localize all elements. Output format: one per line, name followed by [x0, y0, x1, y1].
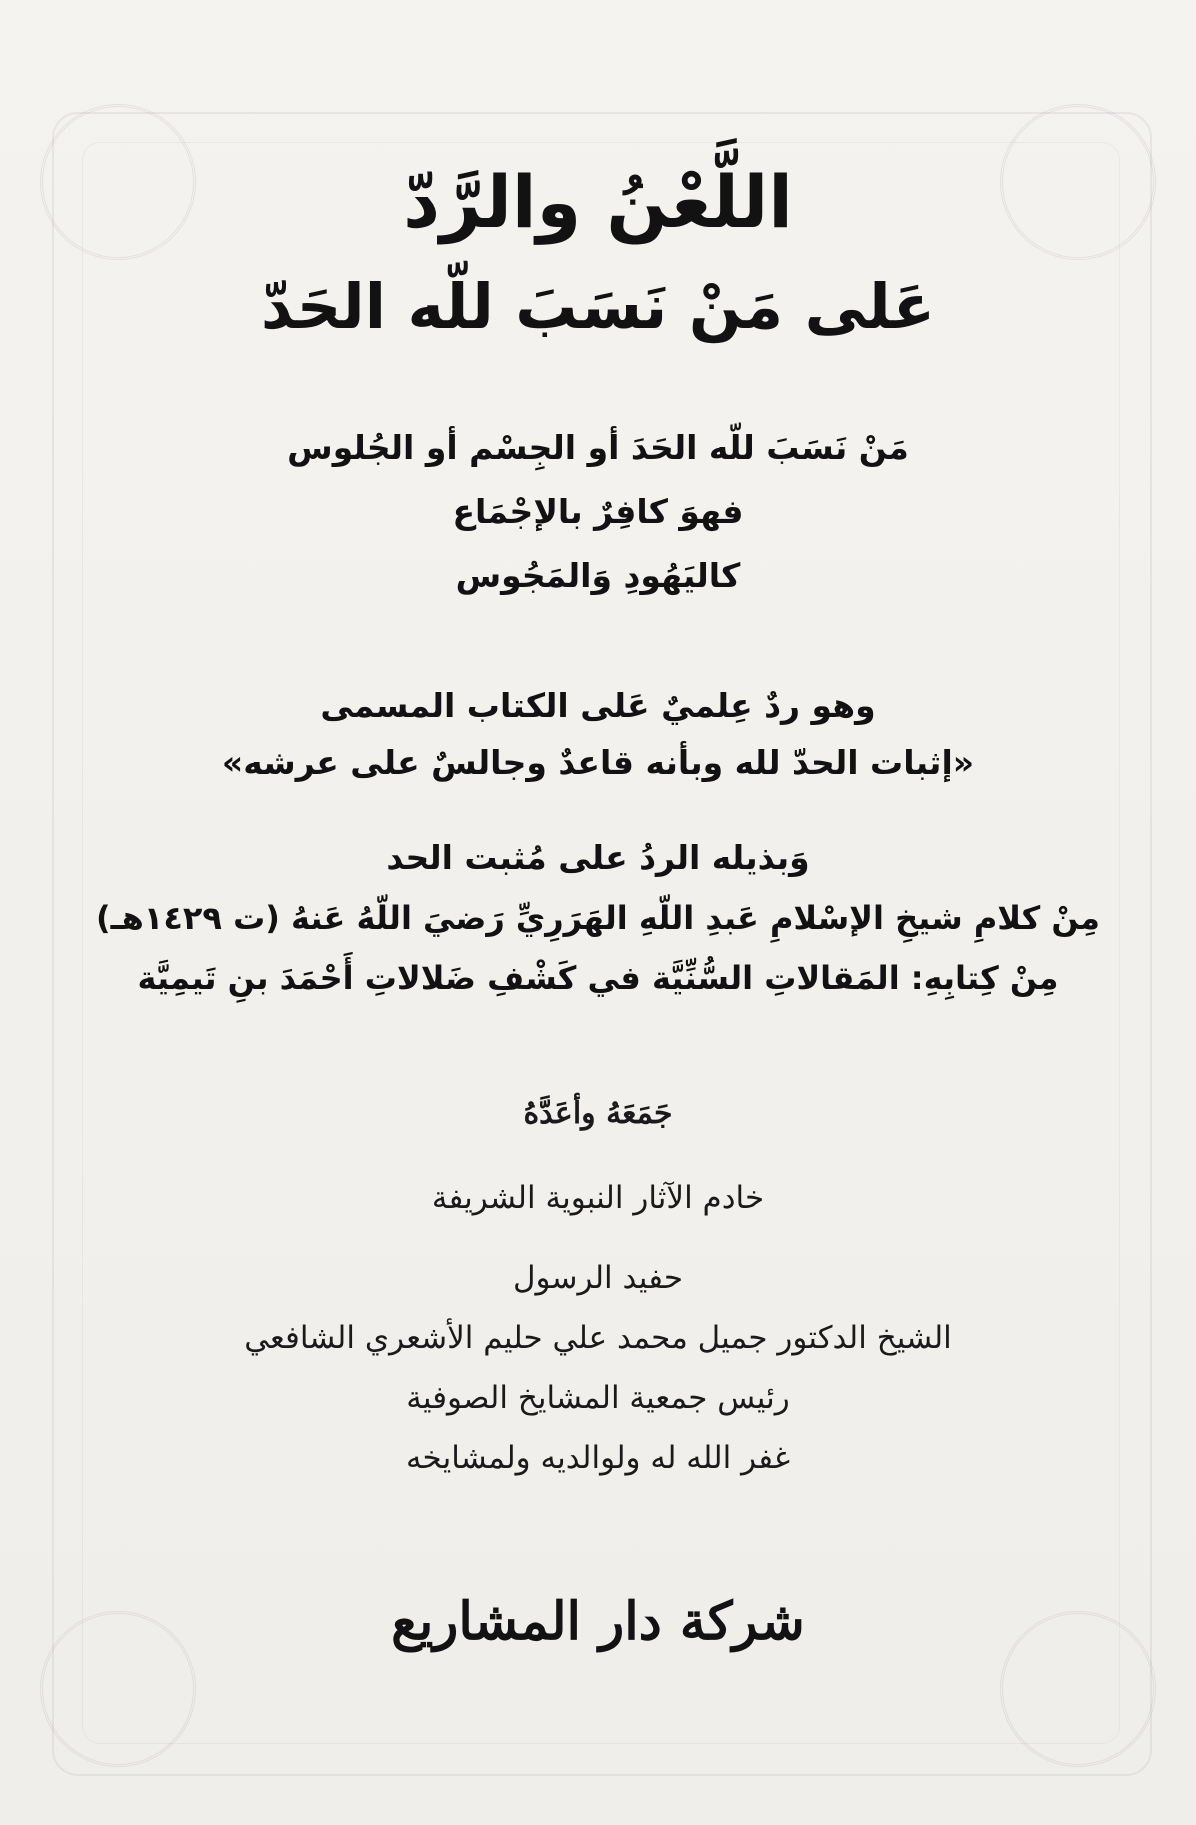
publisher-logo: شركة دار المشاريع	[391, 1591, 805, 1652]
intro-line-2: فهوَ كافِرٌ بالإجْمَاع	[452, 492, 744, 531]
intro-line-1: مَنْ نَسَبَ للّه الحَدَ أو الجِسْم أو الجُلوس	[287, 428, 909, 467]
compiler-title-2: حفيد الرسول	[512, 1260, 683, 1296]
compiled-by-label: جَمَعَهُ وأعَدَّهُ	[523, 1096, 673, 1131]
intro-line-3: كاليَهُودِ وَالمَجُوس	[455, 556, 741, 595]
compiler-title-1: خادم الآثار النبوية الشريفة	[431, 1180, 765, 1216]
author-line: مِنْ كلامِ شيخِ الإسْلامِ عَبدِ اللّهِ الهَرَرِيِّ رَضيَ اللّهُ عَنهُ (ت ١٤٢٩هـ)	[96, 899, 1100, 937]
book-subtitle: عَلى مَنْ نَسَبَ للّه الحَدّ	[260, 270, 936, 343]
rebuttal-line-1: وهو ردٌ عِلميٌ عَلى الكتاب المسمى	[320, 686, 876, 725]
compiler-prayer: غفر الله له ولوالديه ولمشايخه	[405, 1440, 791, 1476]
appendix-line: وَبذيله الردُ على مُثبت الحد	[386, 838, 810, 877]
rebuttal-book-name: «إثبات الحدّ لله وبأنه قاعدٌ وجالسٌ على عرشه»	[221, 743, 975, 782]
book-title: اللَّعْنُ والرَّدّ	[403, 160, 793, 244]
compiler-name: الشيخ الدكتور جميل محمد علي حليم الأشعري الشافعي	[244, 1320, 952, 1356]
compiler-position: رئيس جمعية المشايخ الصوفية	[406, 1380, 790, 1416]
source-book-line: مِنْ كِتابِهِ: المَقالاتِ السُّنِّيَّة في كَشْفِ ضَلالاتِ أَحْمَدَ بنِ تَيمِيَّة	[137, 959, 1059, 997]
